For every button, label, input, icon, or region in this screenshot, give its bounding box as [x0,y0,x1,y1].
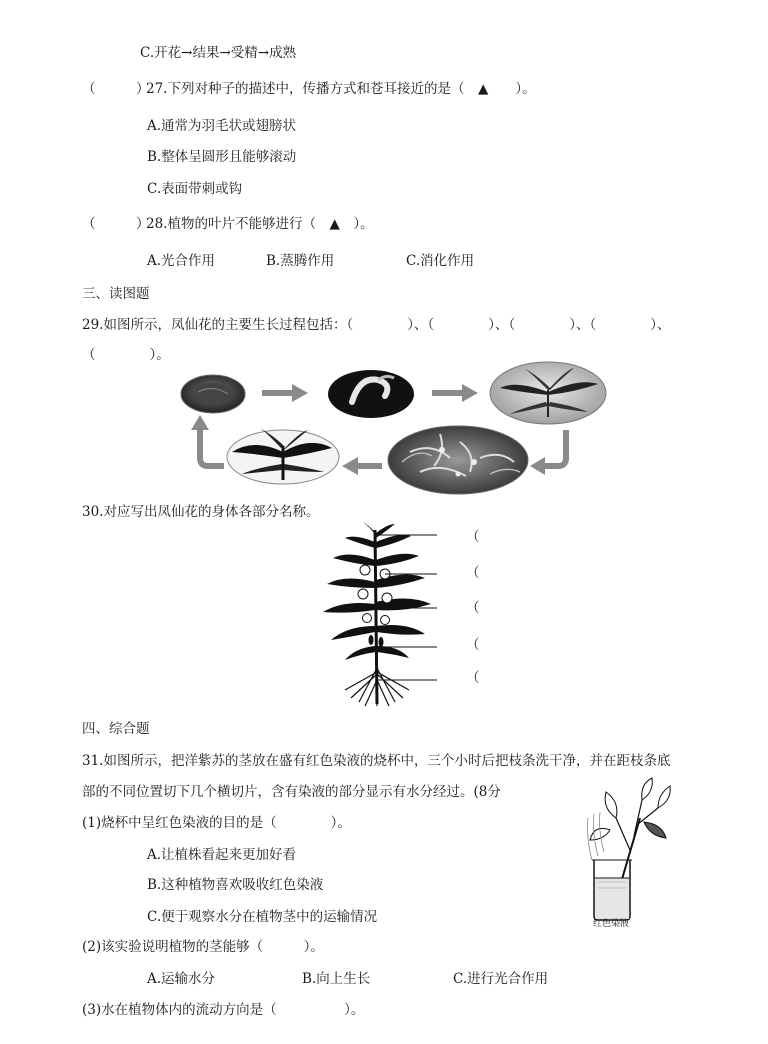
q31-sub2-option-a: A.运输水分 [147,971,216,987]
q30-blank-4[interactable]: （ [466,637,480,653]
seedling-stage-image [490,362,606,424]
q31-sub1-option-a: A.让植株看起来更加好看 [147,847,297,863]
q31-sub2-option-c: C.进行光合作用 [453,971,549,987]
q31-sub1-option-c: C.便于观察水分在植物茎中的运输情况 [147,909,378,925]
section3-title: 三、读图题 [82,286,150,302]
arrow-right-icon [262,384,308,402]
arrow-right-icon [432,384,478,402]
q31-stem-line2: 部的不同位置切下几个横切片，含有染液的部分显示有水分经过。(8分 [82,784,501,800]
q27-option-c: C.表面带刺或钩 [147,181,243,197]
stem-cutting-drawing [588,778,671,886]
seed-stage-image [181,375,245,413]
plant-parts-figure [315,522,440,708]
q26-option-c: C.开花→结果→受精→成熟 [140,45,297,61]
q30-blank-3[interactable]: （ [466,600,480,616]
q31-sub2-option-b: B.向上生长 [302,971,371,987]
q30-blank-flower-label[interactable]: （ [466,529,480,545]
q28-option-b: B.蒸腾作用 [266,253,335,269]
q30-blank-5[interactable]: （ [466,670,480,686]
balsam-plant-drawing [323,522,431,706]
q30-blank-2[interactable]: （ [466,565,480,581]
q29-stem: 29.如图所示，凤仙花的主要生长过程包括：（ ）、（ ）、（ ）、（ ）、 [82,317,671,333]
q27-option-a: A.通常为羽毛状或翅膀状 [147,118,297,134]
arrow-curve-down-icon [530,430,566,475]
q27-stem: 27.下列对种子的描述中，传播方式和苍耳接近的是（ ▲ ）。 [146,81,536,97]
germination-stage-image [328,370,414,418]
beaker-label: 红色染液 [593,919,630,929]
q31-sub1-stem: (1)烧杯中呈红色染液的目的是（ ）。 [82,815,351,831]
growth-cycle-figure [170,362,620,500]
flowering-stage-image [388,426,528,494]
q29-stem-cont: （ ）。 [82,347,170,363]
q28-option-a: A.光合作用 [147,253,216,269]
beaker-experiment-figure [582,778,682,938]
q30-stem: 30.对应写出凤仙花的身体各部分名称。 [82,504,320,520]
q28-stem: 28.植物的叶片不能够进行（ ▲ ）。 [146,216,374,232]
q31-sub1-option-b: B.这种植物喜欢吸收红色染液 [147,877,324,893]
q31-sub2-stem: (2)该实验说明植物的茎能够（ ）。 [82,939,324,955]
section4-title: 四、综合题 [82,721,150,737]
q28-option-c: C.消化作用 [406,253,475,269]
q27-answer-paren[interactable]: （ ） [82,81,150,97]
arrow-left-icon [342,457,382,475]
q28-answer-paren[interactable]: （ ） [82,216,150,232]
q31-sub3-stem: (3)水在植物体内的流动方向是（ ）。 [82,1002,365,1018]
q27-option-b: B.整体呈圆形且能够滚动 [147,149,297,165]
q31-stem-line1: 31.如图所示，把洋紫苏的茎放在盛有红色染液的烧杯中，三个小时后把枝条洗干净，并在距枝条底 [82,753,671,769]
fruiting-stage-image [227,428,339,484]
arrow-curve-up-icon [191,415,224,466]
